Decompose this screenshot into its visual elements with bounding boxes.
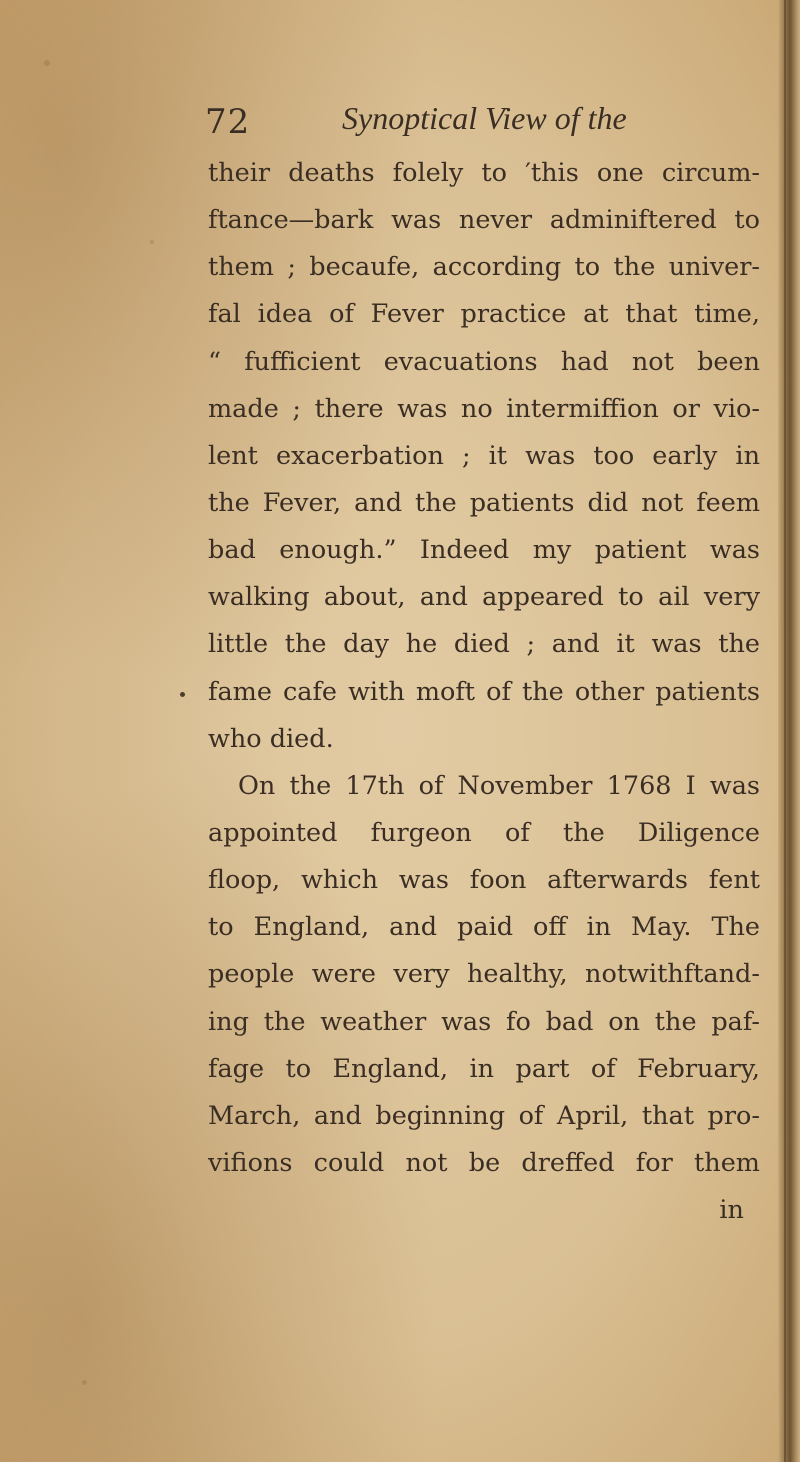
- text-line: the Fever, and the patients did not feem: [208, 487, 760, 518]
- text-line: ing the weather was fo bad on the paf-: [208, 1006, 760, 1037]
- body-text: [208, 150, 760, 1234]
- paper-spot: [82, 1380, 87, 1385]
- text-line: who died.: [208, 723, 334, 754]
- paper-spot: [180, 692, 185, 697]
- text-line: to England, and paid off in May. The: [208, 912, 760, 943]
- text-line: March, and beginning of April, that pro-: [208, 1100, 760, 1131]
- text-line: vifions could not be dreffed for them: [208, 1147, 760, 1178]
- text-line: their deaths folely to ′this one circum-: [208, 158, 760, 188]
- running-head: Synoptical View of the: [342, 100, 627, 136]
- text-line: On the 17th of November 1768 I was: [238, 770, 760, 801]
- text-line: ftance—bark was never adminiftered to: [208, 205, 760, 236]
- catchword: in: [719, 1195, 744, 1226]
- text-line: appointed furgeon of the Diligence: [208, 817, 760, 848]
- text-line: little the day he died ; and it was the: [208, 629, 760, 660]
- text-line: fal idea of Fever practice at that time,: [208, 299, 760, 330]
- text-line: floop, which was foon afterwards fent: [208, 865, 760, 896]
- text-line: “ fufficient evacuations had not been: [208, 346, 760, 377]
- text-line: walking about, and appeared to ail very: [208, 582, 760, 613]
- page-number: 72: [205, 102, 251, 142]
- text-line: lent exacerbation ; it was too early in: [208, 440, 760, 471]
- text-line: made ; there was no intermiffion or vio-: [208, 393, 760, 424]
- paper-spot: [150, 240, 154, 244]
- text-line: fage to England, in part of February,: [208, 1053, 760, 1084]
- text-line: bad enough.” Indeed my patient was: [208, 535, 760, 566]
- text-line: them ; becaufe, according to the univer-: [208, 252, 760, 283]
- text-line: people were very healthy, notwithftand-: [208, 959, 760, 990]
- text-line: fame cafe with moft of the other patients: [208, 676, 760, 707]
- paper-spot: [44, 60, 50, 66]
- page-edge: [778, 0, 800, 1462]
